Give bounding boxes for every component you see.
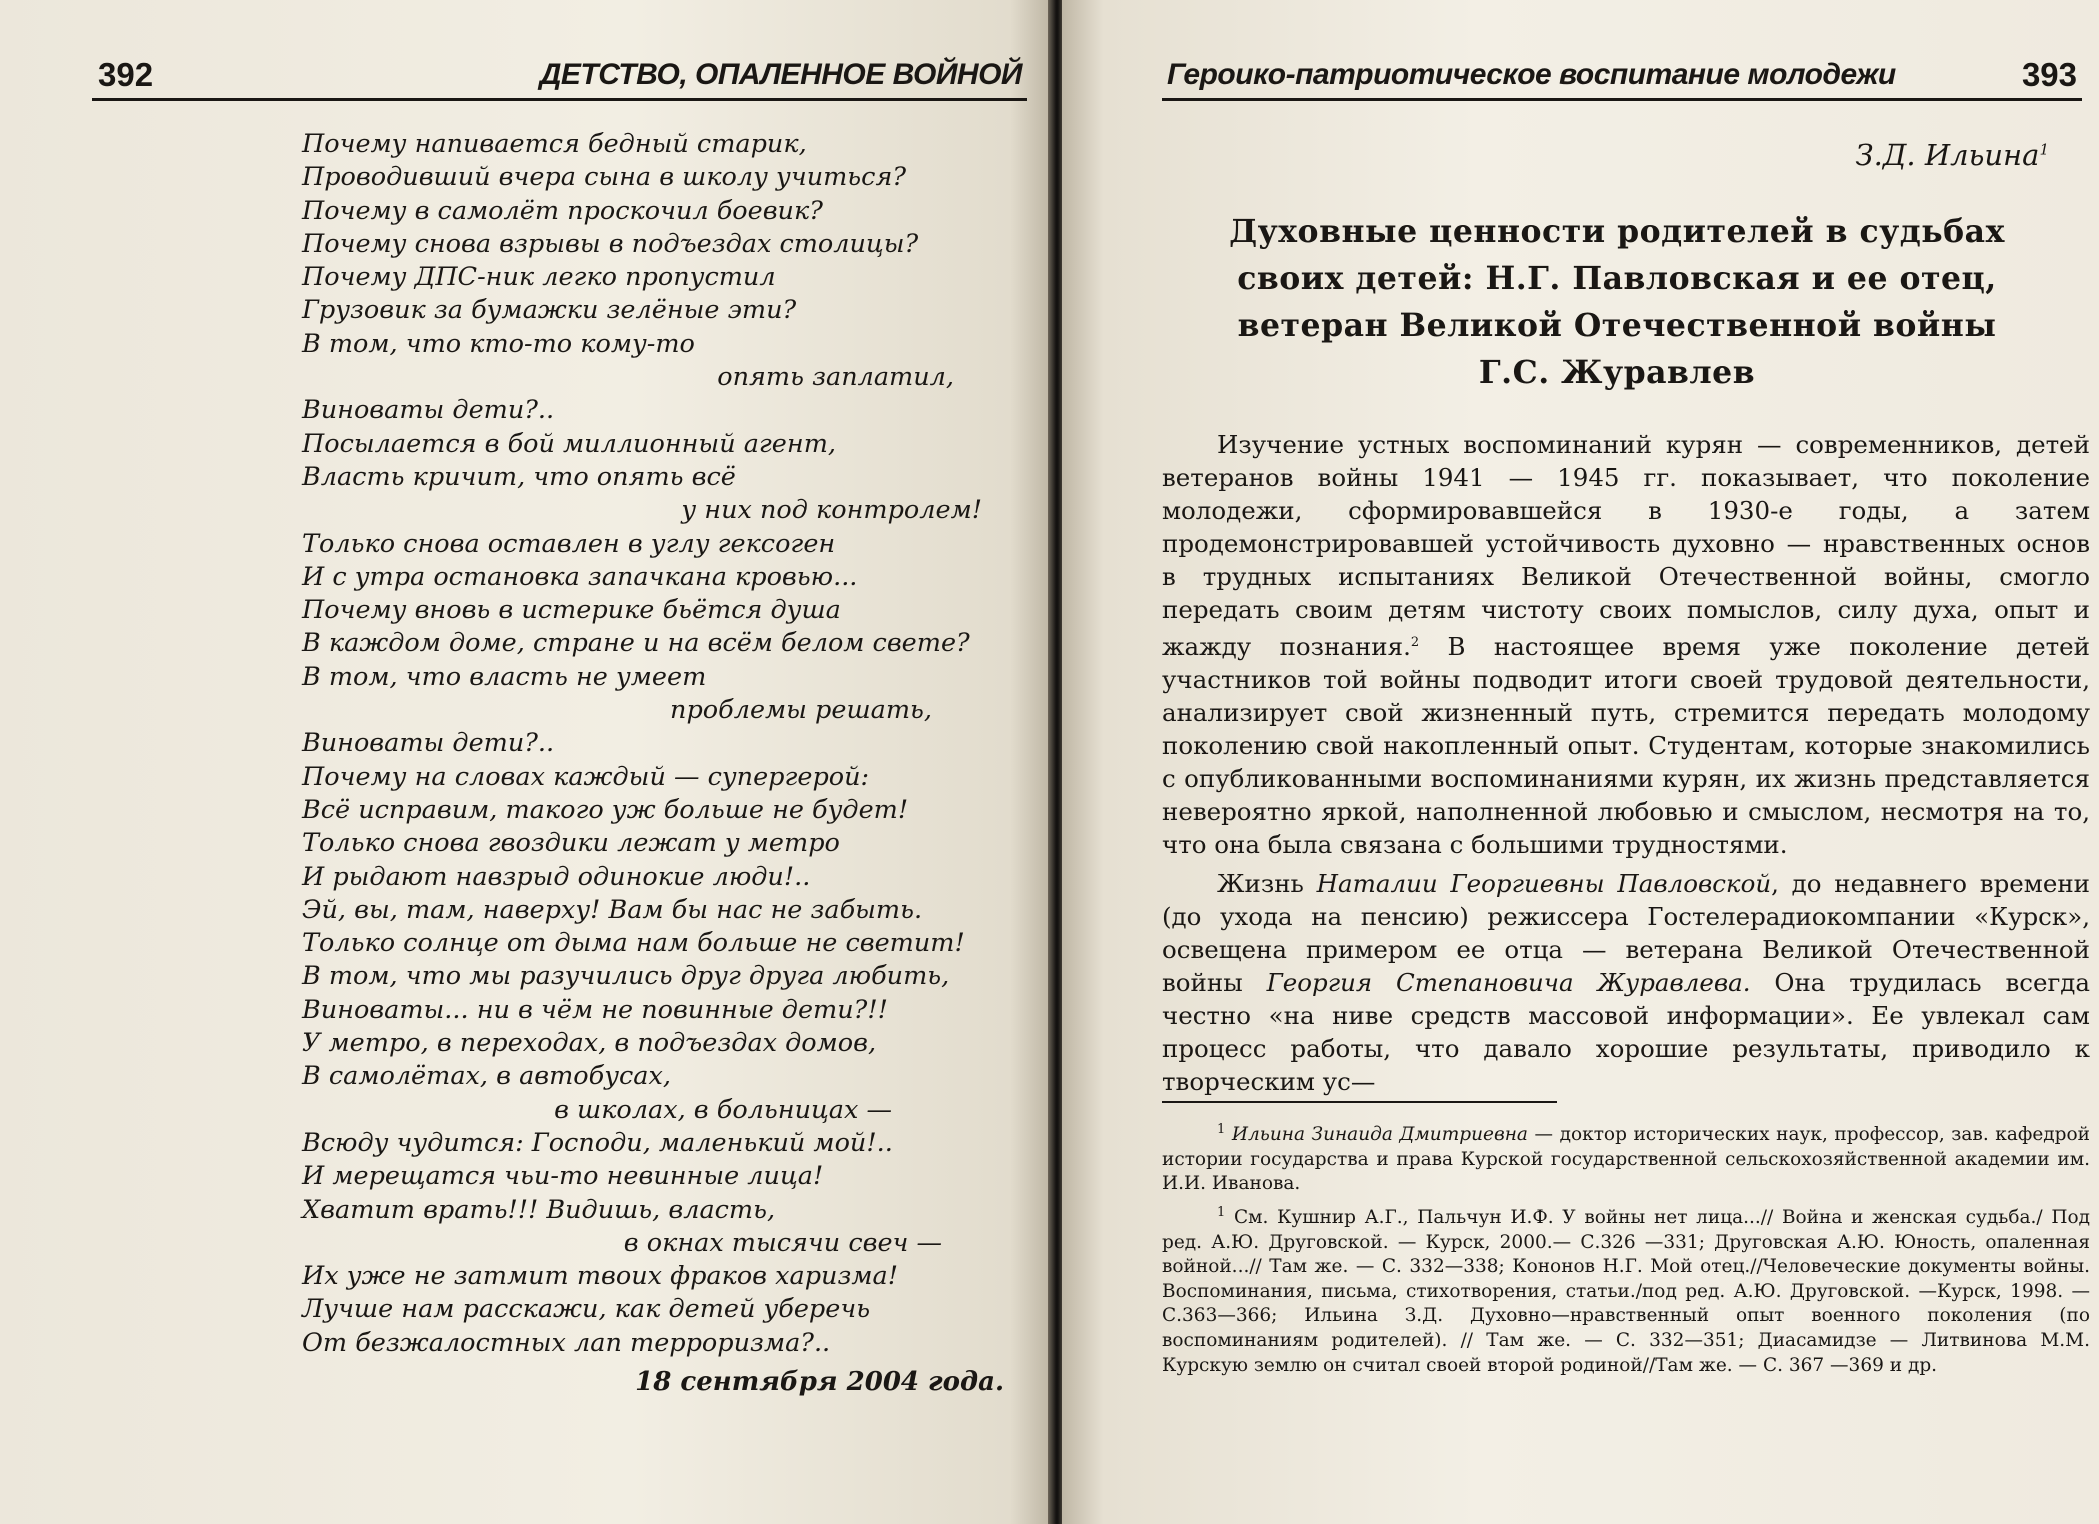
poem-line: Почему вновь в истерике бьётся душа bbox=[302, 595, 841, 626]
footnote-text: См. Кушнир А.Г., Пальчун И.Ф. У войны нет лица...// Война и женская судьба./ Под ред. А.Ю. Друговской. — Курск, 2000.— С.326 —331; Друговская А.Ю. Юность, опаленная войной...// Там же. — С. 332—338; Кононов Н.Г. Мой отец.//Человеческие документы войны. Воспоминания, письма, стихотворения, статьи./под ред. А.Ю. Друговской. —Курск, 1998. — С.363—366; Ильина З.Д. Духовно—нравственный опыт военного поколения (по воспоминаниям родителей). // Там же. — С. 332—351; Диасамидзе — Литвинова М.М. Курскую землю он считал своей второй родиной//Там же. — С. 367 —369 и др. bbox=[1162, 1207, 2090, 1376]
poem-line: Почему напивается бедный старик, bbox=[302, 129, 807, 159]
poem-line: В том, что мы разучились друг друга любить, bbox=[302, 961, 950, 992]
poem-line: И с утра остановка запачкана кровью... bbox=[302, 561, 858, 592]
author-name: З.Д. Ильина bbox=[1855, 138, 2040, 172]
right-page bbox=[1062, 0, 2099, 1524]
paragraph-text: Она трудилась всегда честно «на ниве средств массовой информации». Ее увлекал сам процесс работы, что давало хорошие результаты, приводило к творческим ус— bbox=[1162, 968, 2090, 1097]
poem-line: Почему снова взрывы в подъездах столицы? bbox=[302, 228, 919, 259]
poem-line: В самолётах, в автобусах, bbox=[302, 1061, 671, 1092]
footnote-rule bbox=[1162, 1101, 1557, 1103]
paragraph-text: В настоящее время уже поколение детей участников той войны подводит итоги своей трудовой деятельности, анализирует свой жизненный путь, стремится передать молодому поколению свой накопленный опыт. Студентам, которые знакомились с опубликованными воспоминаниями курян, их жизнь представляется невероятно яркой, наполненной любовью и смыслом, несмотря на то, что она была связана с большими трудностями. bbox=[1162, 632, 2090, 860]
article-title bbox=[1187, 208, 2047, 396]
poem-line: В том, что кто-то кому-то bbox=[302, 328, 695, 359]
poem-line: Всё исправим, такого уж больше не будет! bbox=[302, 794, 909, 825]
poem-line: Виноваты... ни в чём не повинные дети?!! bbox=[302, 994, 888, 1025]
footnote-ref: 2 bbox=[1410, 635, 1420, 650]
running-head: Героико-патриотическое воспитание молодежи bbox=[1167, 58, 1896, 91]
footnote bbox=[1162, 1118, 2090, 1197]
title-line: своих детей: Н.Г. Павловская и ее отец, bbox=[1237, 260, 1997, 297]
poem-line: Виноваты дети?.. bbox=[302, 728, 555, 759]
poem-line: Всюду чудится: Господи, маленький мой!.. bbox=[302, 1127, 893, 1158]
poem-line: Почему в самолёт проскочил боевик? bbox=[302, 195, 823, 226]
article-author bbox=[1856, 138, 2049, 172]
header-rule bbox=[92, 98, 1027, 101]
poem-line: И мерещатся чьи-то невинные лица! bbox=[302, 1161, 824, 1192]
poem bbox=[302, 128, 1002, 1360]
person-name: Ильина Зинаида Дмитриевна bbox=[1231, 1124, 1528, 1146]
page-number: 392 bbox=[98, 56, 154, 93]
person-name: Георгия Степановича Журавлева. bbox=[1266, 968, 1751, 998]
poem-line: проблемы решать, bbox=[670, 695, 932, 726]
poem-line: Эй, вы, там, наверху! Вам бы нас не забыть. bbox=[302, 894, 923, 925]
footnote-ref: 1 bbox=[2039, 140, 2049, 159]
poem-line: в окнах тысячи свеч — bbox=[623, 1227, 942, 1258]
poem-line: И рыдают навзрыд одинокие люди!.. bbox=[302, 861, 811, 892]
poem-line: Почему на словах каждый — супергерой: bbox=[302, 761, 870, 792]
title-line: ветеран Великой Отечественной войны bbox=[1237, 307, 1997, 344]
poem-line: Только солнце от дыма нам больше не светит! bbox=[302, 928, 965, 959]
poem-line: Почему ДПС-ник легко пропустил bbox=[302, 262, 776, 293]
poem-line: в школах, в больницах — bbox=[554, 1094, 892, 1125]
footnotes bbox=[1162, 1118, 2090, 1382]
article-body bbox=[1162, 428, 2090, 1098]
footnote-mark: 1 bbox=[1217, 1122, 1226, 1137]
footnote-text: — доктор исторических наук, профессор, зав. кафедрой истории государства и права Курской государственной сельскохозяйственной академии им. И.И. Иванова. bbox=[1162, 1124, 2090, 1195]
poem-line: Власть кричит, что опять всё bbox=[302, 461, 736, 492]
paragraph-text: Изучение устных воспоминаний курян — современников, детей ветеранов войны 1941 — 1945 гг. показывает, что поколение молодежи, сформировавшейся в 1930-е годы, а затем продемонстрировавшей устойчивость духовно — нравственных основ в трудных испытаниях Великой Отечественной войны, смогло передать своим детям чистоту своих помыслов, силу духа, опыт и жажду познания. bbox=[1162, 430, 2090, 662]
running-head: ДЕТСТВО, ОПАЛЕННОЕ ВОЙНОЙ bbox=[539, 58, 1022, 91]
poem-line: Посылается в бой миллионный агент, bbox=[302, 428, 836, 459]
page-number: 393 bbox=[2021, 56, 2077, 93]
paragraph-text: , до недавнего времени (до ухода на пенсию) режиссера Гостелерадиокомпании «Курск», освещена примером ее отца — ветерана Великой Отечественной войны bbox=[1162, 869, 2090, 998]
poem-line: Только снова оставлен в углу гексоген bbox=[302, 528, 836, 559]
poem-line: Лучше нам расскажи, как детей уберечь bbox=[302, 1294, 871, 1325]
paragraph bbox=[1162, 428, 2090, 861]
header-rule bbox=[1162, 98, 2082, 101]
poem-line: От безжалостных лап терроризма?.. bbox=[302, 1327, 831, 1358]
person-name: Наталии Георгиевны Павловской bbox=[1316, 869, 1772, 899]
poem-line: опять заплатил, bbox=[717, 362, 954, 393]
poem-line: Их уже не затмит твоих фраков харизма! bbox=[302, 1261, 898, 1292]
poem-line: Только снова гвоздики лежат у метро bbox=[302, 828, 840, 859]
footnote bbox=[1162, 1201, 2090, 1378]
footnote-mark: 1 bbox=[1217, 1204, 1226, 1220]
title-line: Г.С. Журавлев bbox=[1478, 354, 1756, 391]
poem-line: Хватит врать!!! Видишь, власть, bbox=[302, 1194, 776, 1225]
poem-line: Проводивший вчера сына в школу учиться? bbox=[302, 162, 907, 193]
poem-line: Грузовик за бумажки зелёные эти? bbox=[302, 295, 797, 326]
title-line: Духовные ценности родителей в судьбах bbox=[1229, 213, 2005, 250]
paragraph-text: Жизнь bbox=[1217, 869, 1317, 899]
poem-line: В том, что власть не умеет bbox=[302, 661, 707, 692]
poem-date: 18 сентября 2004 года. bbox=[635, 1367, 1004, 1397]
paragraph bbox=[1162, 867, 2090, 1098]
poem-line: У метро, в переходах, в подъездах домов, bbox=[302, 1028, 877, 1059]
poem-line: у них под контролем! bbox=[681, 495, 982, 526]
poem-line: Виноваты дети?.. bbox=[302, 395, 555, 426]
poem-line: В каждом доме, стране и на всём белом свете? bbox=[302, 628, 970, 659]
